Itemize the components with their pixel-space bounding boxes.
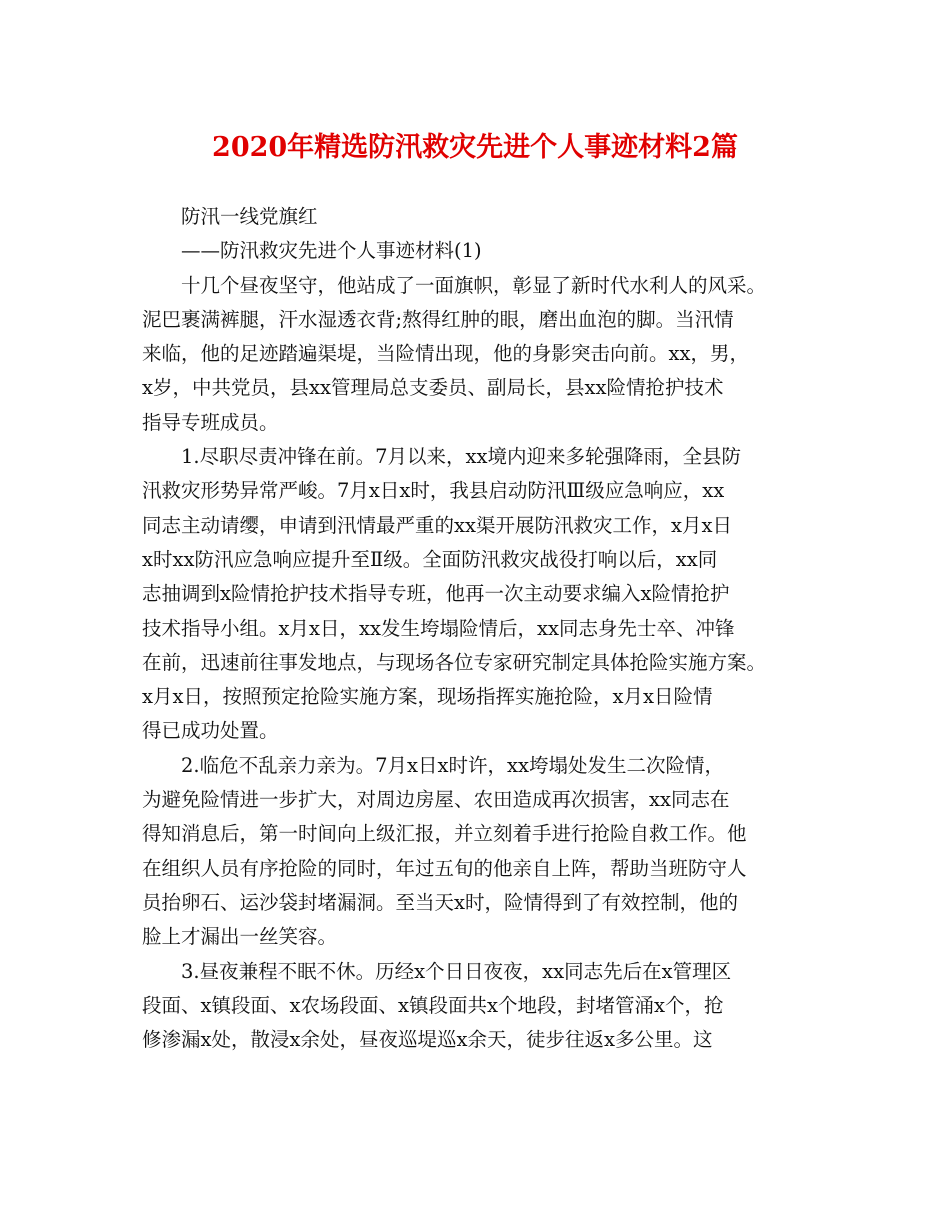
text-line: 十几个昼夜坚守，他站成了一面旗帜，彰显了新时代水利人的风采。 — [181, 273, 767, 297]
text-line: 脸上才漏出一丝笑容。 — [142, 925, 338, 949]
document-body — [142, 200, 814, 1057]
text-line: 来临，他的足迹踏遍渠堤，当险情出现，他的身影突击向前。xx，男， — [142, 342, 749, 366]
text-line: 修渗漏x处，散浸x余处，昼夜巡堤巡x余天，徒步往返x多公里。这 — [142, 1028, 713, 1052]
text-line: 在前，迅速前往事发地点，与现场各位专家研究制定具体抢险实施方案。 — [142, 650, 767, 674]
text-line: 指导专班成员。 — [142, 410, 279, 434]
text-line: 同志主动请缨，申请到汛情最严重的xx渠开展防汛救灾工作，x月x日 — [142, 513, 732, 537]
text-line: 段面、x镇段面、x农场段面、x镇段面共x个地段，封堵管涌x个，抢 — [142, 993, 724, 1017]
document-title: 2020年精选防汛救灾先进个人事迹材料2篇 — [212, 132, 738, 163]
text-line: x月x日，按照预定抢险实施方案，现场指挥实施抢险，x月x日险情 — [142, 685, 713, 709]
text-line: 技术指导小组。x月x日，xx发生垮塌险情后，xx同志身先士卒、冲锋 — [142, 616, 735, 640]
text-line: 1.尽职尽责冲锋在前。7月以来，xx境内迎来多轮强降雨，全县防 — [181, 445, 742, 469]
text-line: x岁，中共党员，县xx管理局总支委员、副局长，县xx险情抢护技术 — [142, 376, 724, 400]
text-line: 在组织人员有序抢险的同时，年过五旬的他亲自上阵，帮助当班防守人 — [142, 856, 747, 880]
text-line: 为避免险情进一步扩大，对周边房屋、农田造成再次损害，xx同志在 — [142, 788, 730, 812]
text-line: 汛救灾形势异常严峻。7月x日x时，我县启动防汛Ⅲ级应急响应，xx — [142, 479, 725, 503]
text-line: ——防汛救灾先进个人事迹材料(1) — [181, 239, 482, 263]
text-line: 志抽调到x险情抢护技术指导专班，他再一次主动要求编入x险情抢护 — [142, 582, 730, 606]
text-line: 员抬卵石、运沙袋封堵漏洞。至当天x时，险情得到了有效控制，他的 — [142, 890, 738, 914]
text-line: 2.临危不乱亲力亲为。7月x日x时许，xx垮塌处发生二次险情， — [181, 753, 725, 777]
text-line: 3.昼夜兼程不眠不休。历经x个日日夜夜，xx同志先后在x管理区 — [181, 959, 732, 983]
text-line: 泥巴裹满裤腿，汗水湿透衣背;熬得红肿的眼，磨出血泡的脚。当汛情 — [142, 307, 734, 331]
text-line: 防汛一线党旗红 — [181, 205, 318, 228]
text-line: 得知消息后，第一时间向上级汇报，并立刻着手进行抢险自救工作。他 — [142, 822, 747, 846]
text-line: x时xx防汛应急响应提升至Ⅱ级。全面防汛救灾战役打响以后，xx同 — [142, 547, 718, 571]
text-line: 得已成功处置。 — [142, 719, 279, 743]
